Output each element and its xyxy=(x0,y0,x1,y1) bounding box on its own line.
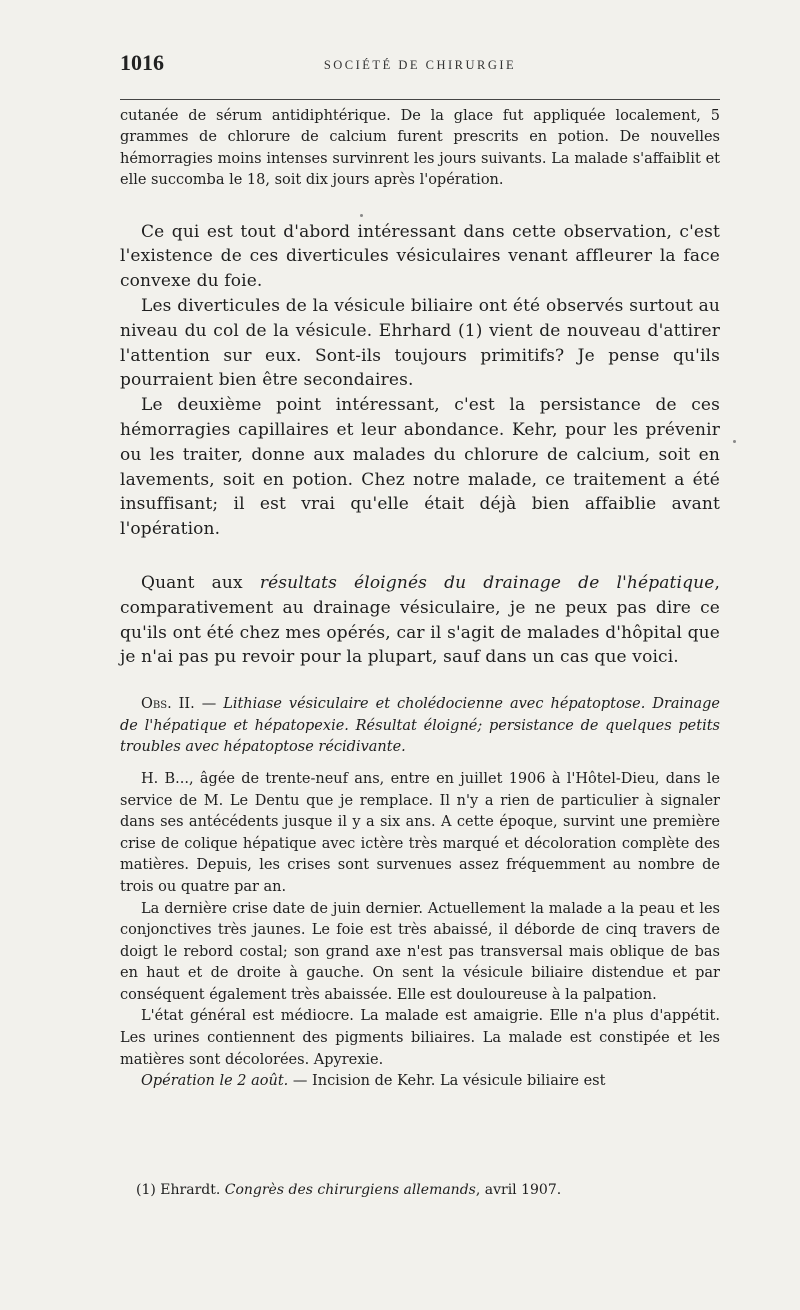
operation-text: — Incision de Kehr. La vésicule biliaire est xyxy=(288,1073,606,1090)
case-paragraph-general: L'état général est médiocre. La malade est amaigrie. Elle n'a plus d'appétit. Les urines contiennent des pigments biliaires. La malade est constipée et les matières sont décolorées. Apyrexie. xyxy=(120,1008,720,1068)
paragraph-resultats-italic: résultats éloignés du drainage de l'hépatique xyxy=(259,572,715,593)
observation-label: Obs. II. xyxy=(141,696,195,713)
speck-mark xyxy=(360,214,363,217)
page-body xyxy=(120,106,720,1093)
paragraph-resultats xyxy=(120,571,720,670)
case-paragraph-exam: La dernière crise date de juin dernier. Actuellement la malade a la peau et les conjonctives très jaunes. Le foie est très abaissé, il déborde de cinq travers de doigt le rebord costal; son grand axe n'est pas transversal mais oblique de bas en haut et de droite à gauche. On sent la vésicule biliaire distendue et par conséquent également très abaissée. Elle est douloureuse à la palpation. xyxy=(120,900,720,1003)
footnote-date: , avril 1907. xyxy=(475,1182,562,1198)
running-head: SOCIÉTÉ DE CHIRURGIE xyxy=(323,58,517,72)
paragraph-resultats-end: , comparativement au drainage vésiculaire, je ne peux pas dire ce qu'ils ont été chez mes opérés, car il s'agit de malades d'hôpital que je n'ai pas pu revoir pour la plupart, sauf dans un cas que voici. xyxy=(120,572,720,668)
paragraph-continued: cutanée de sérum antidiphtérique. De la glace fut appliquée localement, 5 grammes de chlorure de calcium furent prescrits en potion. De nouvelles hémorragies moins intenses survinrent les jours suivants. La malade s'affaiblit et elle succomba le 18, soit dix jours après l'opération. xyxy=(120,108,720,189)
speck-mark xyxy=(733,440,736,443)
case-paragraph-operation xyxy=(120,1071,720,1093)
footnote xyxy=(136,1180,720,1200)
footnote-title: Congrès des chirurgiens allemands xyxy=(224,1182,476,1198)
operation-label: Opération le 2 août. xyxy=(141,1073,289,1090)
paragraph-resultats-start: Quant aux xyxy=(141,572,260,593)
paragraph-hemorragies: Le deuxième point intéressant, c'est la persistance de ces hémorragies capillaires et leur abondance. Kehr, pour les prévenir ou les traiter, donne aux malades du chlorure de calcium, soit en lavements, soit en potion. Chez notre malade, ce traitement a été insuffisant; il est vrai qu'elle était déjà bien affaiblie avant l'opération. xyxy=(120,395,720,540)
footnote-marker: (1) xyxy=(136,1182,156,1198)
footnote-author: Ehrardt. xyxy=(155,1182,225,1198)
observation-heading xyxy=(120,694,720,759)
paragraph-diverticules: Ce qui est tout d'abord intéressant dans cette observation, c'est l'existence de ces diverticules vésiculaires venant affleurer la face convexe du foie. xyxy=(120,221,720,292)
observation-title: Lithiase vésiculaire et cholédocienne avec hépatoptose. Drainage de l'hépatique et hépatopexie. Résultat éloigné; persistance de quelques petits troubles avec hépatoptose récidivante. xyxy=(120,696,721,756)
header-rule xyxy=(120,99,720,100)
case-paragraph-history: H. B..., âgée de trente-neuf ans, entre en juillet 1906 à l'Hôtel-Dieu, dans le service de M. Le Dentu que je remplace. Il n'y a rien de particulier à signaler dans ses antécédents jusque il y a six ans. A cette époque, survint une première crise de colique hépatique avec ictère très marqué et décoloration complète des matières. Depuis, les crises sont survenues assez fréquemment au nombre de trois ou quatre par an. xyxy=(120,770,720,895)
paragraph-ehrhard: Les diverticules de la vésicule biliaire ont été observés surtout au niveau du col de la vésicule. Ehrhard (1) vient de nouveau d'attirer l'attention sur eux. Sont-ils toujours primitifs? Je pense qu'ils pourraient bien être secondaires. xyxy=(120,296,720,391)
page-header xyxy=(120,50,720,80)
page-number: 1016 xyxy=(120,50,164,75)
observation-dash: — xyxy=(194,696,224,713)
